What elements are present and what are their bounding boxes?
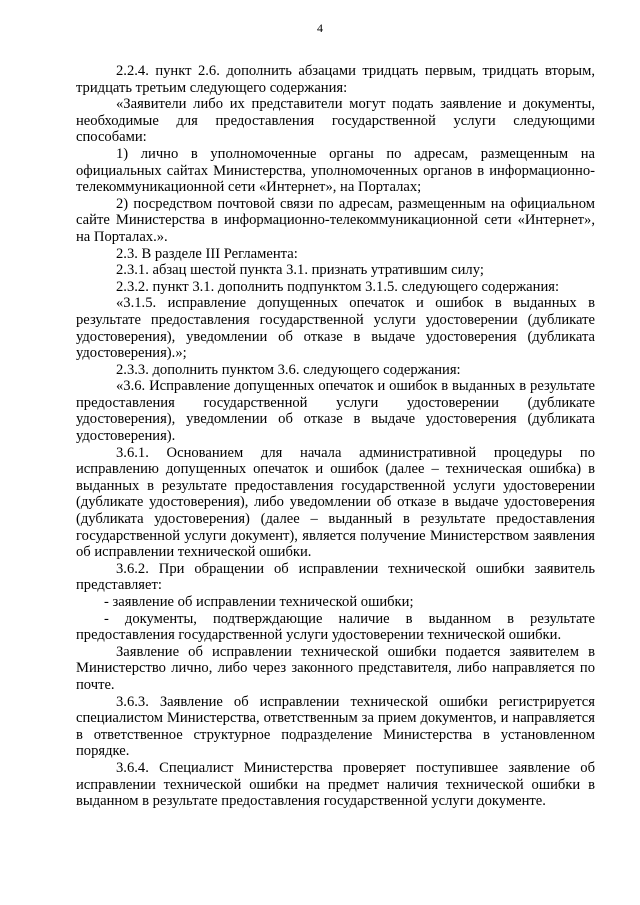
paragraph: 3.6.2. При обращении об исправлении технической ошибки заявитель представляет: <box>76 560 595 594</box>
paragraph: 1) лично в уполномоченные органы по адресам, размещенным на официальных сайтах Министерства, уполномоченных органов в информационно-телекоммуникационной сети «Интернет», на Порталах; <box>76 145 595 196</box>
paragraph: 2.2.4. пункт 2.6. дополнить абзацами тридцать первым, тридцать вторым, тридцать третьим следующего содержания: <box>76 63 595 96</box>
list-item: - заявление об исправлении технической ошибки; <box>104 594 414 610</box>
paragraph: Заявление об исправлении технической ошибки подается заявителем в Министерство лично, либо через законного представителя, либо направляется по почте. <box>76 643 595 693</box>
paragraph: 3.6.4. Специалист Министерства проверяет поступившее заявление об исправлении технической ошибки на предмет наличия технической ошибки в выданном в результате предоставления государственной услуги документе. <box>76 759 595 810</box>
paragraph: «Заявители либо их представители могут подать заявление и документы, необходимые для предоставления государственной услуги следующими способами: <box>76 96 595 146</box>
list-item: - документы, подтверждающие наличие в выданном в результате предоставления государственной услуги удостоверении технической ошибки. <box>76 610 595 644</box>
paragraph: «3.1.5. исправление допущенных опечаток и ошибок в выданных в результате предоставления государственной услуги удостоверении (дубликате удостоверения), уведомлении об отказе в выдаче удостоверения (дубликата удостоверения).»; <box>76 295 595 362</box>
paragraph: 2.3.2. пункт 3.1. дополнить подпунктом 3.1.5. следующего содержания: <box>116 278 560 295</box>
document-body <box>76 63 595 810</box>
page-number: 4 <box>317 21 323 35</box>
paragraph: 2.3.1. абзац шестой пункта 3.1. признать утратившим силу; <box>116 262 484 279</box>
paragraph: 2.3.3. дополнить пунктом 3.6. следующего содержания: <box>116 361 461 378</box>
paragraph: 2) посредством почтовой связи по адресам, размещенным на официальном сайте Министерства в информационно-телекоммуникационной сети «Интернет», на Порталах.». <box>76 195 595 245</box>
paragraph: 3.6.3. Заявление об исправлении технической ошибки регистрируется специалистом Министерства, ответственным за прием документов, и направляется в ответственное структурное подразделение Министерства в установленном порядке. <box>76 693 595 760</box>
paragraph: 3.6.1. Основанием для начала административной процедуры по исправлению допущенных опечаток и ошибок (далее – техническая ошибка) в выданных в результате предоставления государственной услуги удостоверении (дубликате удостоверения), либо уведомлении об отказе в выдаче удостоверения (дубликата удостоверения) (далее – выданный в результате предоставления государственной услуги документ), является получение Министерством заявления об исправлении технической ошибки. <box>76 444 595 561</box>
paragraph: «3.6. Исправление допущенных опечаток и ошибок в выданных в результате предоставления государственной услуги удостоверении (дубликате удостоверения), уведомлении об отказе в выдаче удостоверения (дубликата удостоверения). <box>76 378 595 445</box>
paragraph: 2.3. В разделе III Регламента: <box>116 245 298 262</box>
